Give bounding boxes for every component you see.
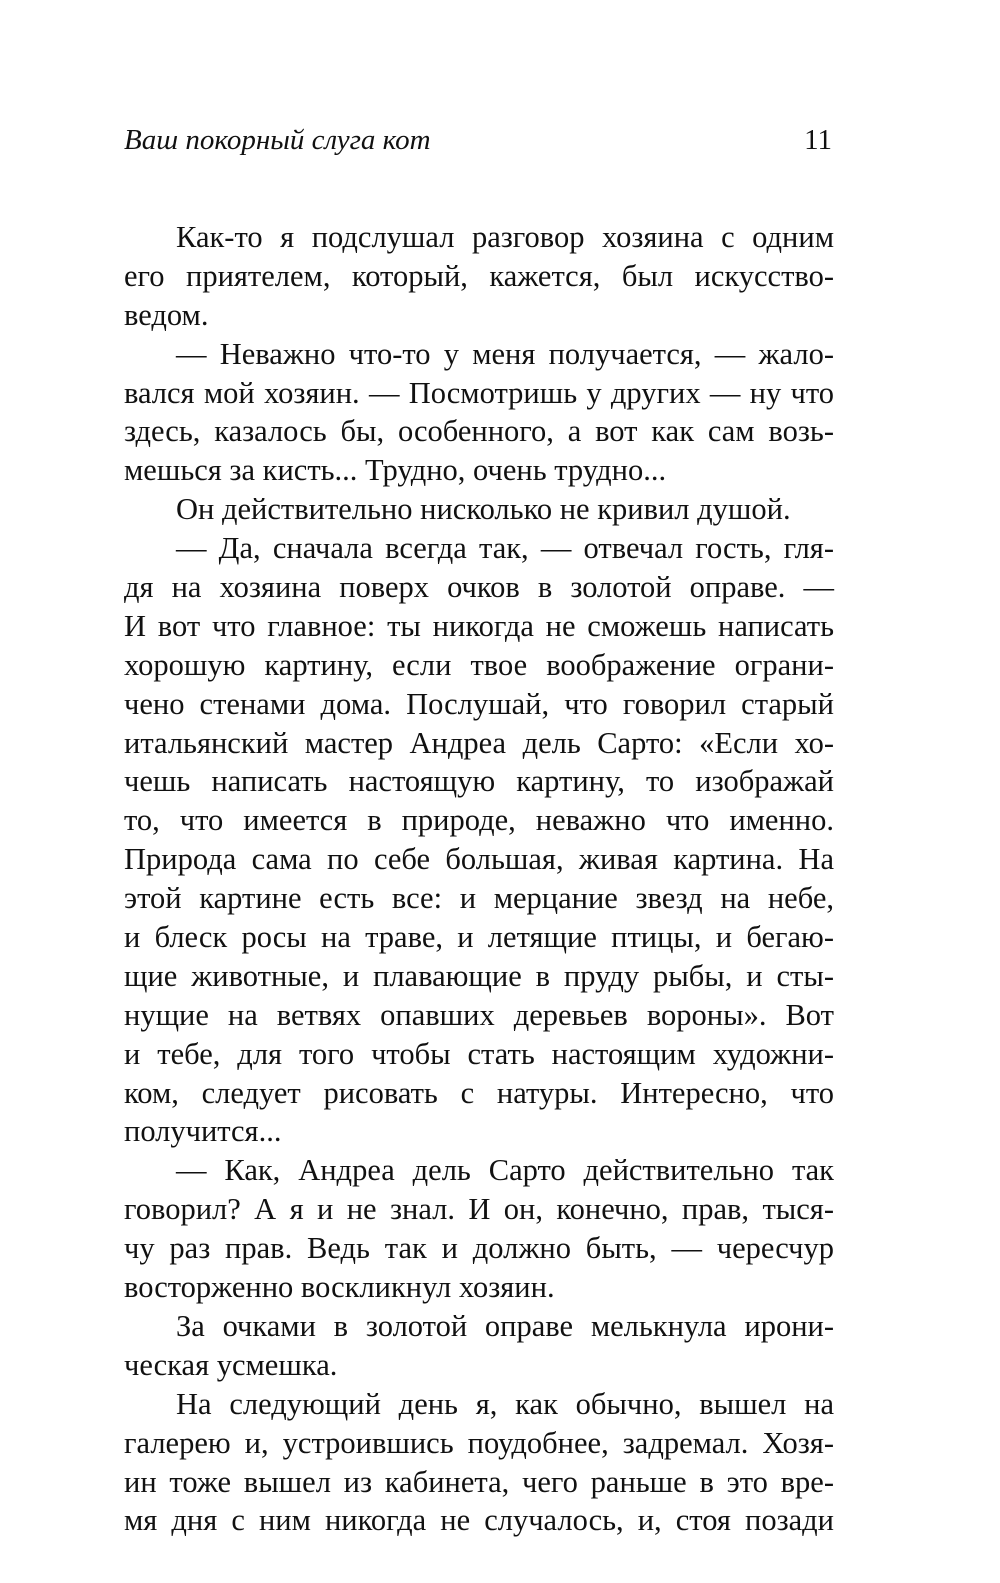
text-line: Как-то я подслушал разговор хозяина с одним [176, 220, 834, 254]
page-number: 11 [804, 124, 832, 156]
text-line: и тебе, для того чтобы стать настоящим художни- [124, 1036, 834, 1071]
running-header [124, 124, 832, 172]
text-line: галерею и, устроившись поудобнее, задремал. Хозя- [124, 1425, 834, 1460]
text-line: ком, следует рисовать с натуры. Интересно, что [124, 1075, 834, 1110]
text-line: — Как, Андреа дель Сарто действительно так [176, 1153, 834, 1188]
text-line: и блеск росы на траве, и летящие птицы, и бегаю- [124, 920, 834, 955]
text-line: то, что имеется в природе, неважно что именно. [124, 803, 834, 838]
text-line: получится... [124, 1114, 282, 1149]
text-line: нущие на ветвях опавших деревьев вороны». Вот [124, 997, 834, 1032]
text-line: ческая усмешка. [124, 1347, 338, 1382]
text-line: И вот что главное: ты никогда не сможешь написать [124, 608, 834, 643]
running-title: Ваш покорный слуга кот [124, 124, 431, 156]
text-line: говорил? А я и не знал. И он, конечно, прав, тыся- [124, 1192, 834, 1227]
text-line: итальянский мастер Андреа дель Сарто: «Если хо- [124, 725, 834, 760]
text-line: За очками в золотой оправе мелькнула ирони- [176, 1308, 834, 1343]
text-line: Природа сама по себе большая, живая картина. На [124, 842, 834, 877]
text-line: восторженно воскликнул хозяин. [124, 1270, 555, 1305]
text-line: дя на хозяина поверх очков в золотой оправе. — [124, 570, 834, 605]
text-line: — Да, сначала всегда так, — отвечал гость, гля- [176, 531, 834, 566]
text-line: здесь, казалось бы, особенного, а вот как сам возь- [124, 414, 834, 449]
text-line: мя дня с ним никогда не случалось, и, стоя позади [124, 1503, 834, 1538]
text-line: вался мой хозяин. — Посмотришь у других — ну что [124, 375, 834, 410]
text-line: чешь написать настоящую картину, то изображай [124, 764, 834, 799]
text-line: — Неважно что-то у меня получается, — жало- [176, 336, 834, 371]
text-line: На следующий день я, как обычно, вышел на [176, 1386, 834, 1421]
text-line: чу раз прав. Ведь так и должно быть, — чересчур [124, 1231, 834, 1266]
text-line: мешься за кисть... Трудно, очень трудно... [124, 453, 667, 488]
text-line: этой картине есть все: и мерцание звезд на небе, [124, 881, 834, 916]
text-line: чено стенами дома. Послушай, что говорил старый [124, 686, 834, 721]
text-line: хорошую картину, если твое воображение ограни- [124, 647, 834, 682]
text-line: щие животные, и плавающие в пруду рыбы, и сты- [124, 958, 834, 993]
body-text [124, 218, 834, 1540]
text-line: его приятелем, который, кажется, был искусство- [124, 258, 834, 293]
text-line: Он действительно нисколько не кривил душой. [176, 492, 791, 527]
text-line: ин тоже вышел из кабинета, чего раньше в это вре- [124, 1464, 834, 1499]
text-line: ведом. [124, 297, 209, 332]
